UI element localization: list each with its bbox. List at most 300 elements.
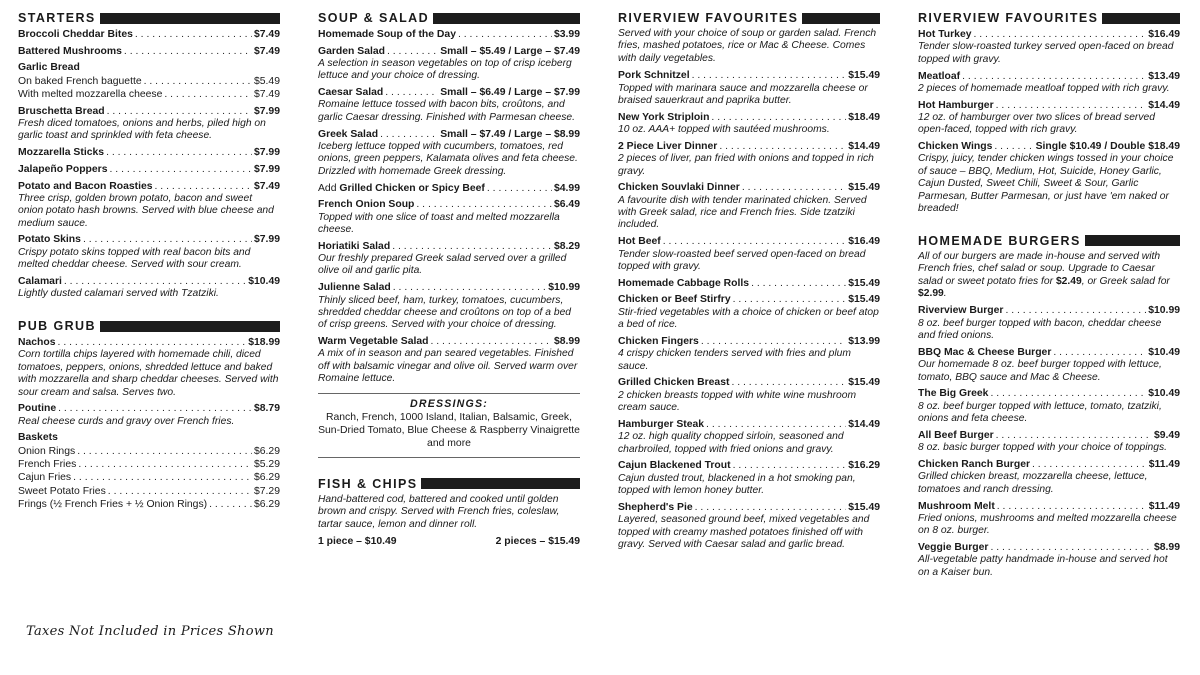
menu-item-row <box>18 402 280 415</box>
tax-note: Taxes Not Included in Prices Shown <box>26 624 274 639</box>
item-name-text: Meatloaf <box>918 70 961 82</box>
menu-item-row <box>318 182 580 195</box>
item-name-text: Grilled Chicken or Spicy Beef <box>339 182 485 194</box>
menu-item-row <box>918 458 1180 471</box>
menu-item-row <box>618 501 880 514</box>
item-name <box>618 235 661 248</box>
menu-item <box>618 376 880 414</box>
menu-item <box>18 28 280 41</box>
item-name-text: Grilled Chicken Breast <box>618 377 730 389</box>
menu-item-row <box>18 233 280 246</box>
item-name-text: Hamburger Steak <box>618 418 705 430</box>
divider-line <box>318 393 580 394</box>
item-name-text: Caesar Salad <box>318 87 384 99</box>
item-description: Stir-fried vegetables with a choice of chicken or beef atop a bed of rice. <box>618 306 879 331</box>
dot-leader <box>733 293 847 306</box>
sub-item-name: French Fries <box>18 459 77 471</box>
dot-leader <box>742 181 846 194</box>
item-description: Crispy potato skins topped with real bacon bits and melted cheddar cheese. Served with sour cream. <box>18 246 251 271</box>
addon-prefix: Add <box>318 182 340 194</box>
item-description: Crispy, juicy, tender chicken wings tossed in your choice of sauce – BBQ, Medium, Hot, Suicide, Honey Garlic, Cajun Dusted, Sweet Chili, Sweet & Sour, Garlic Parmesan, Butter Parmesan, or just have 'em naked or breaded! <box>918 153 1174 215</box>
menu-column-3 <box>618 10 880 555</box>
item-name-text: Chicken Souvlaki Dinner <box>618 182 740 194</box>
menu-section <box>18 304 280 511</box>
dot-leader <box>107 105 252 118</box>
item-price: $16.49 <box>848 236 880 248</box>
menu-item <box>618 140 880 178</box>
item-name <box>18 146 104 159</box>
dot-leader <box>385 86 438 99</box>
menu-item <box>318 335 580 386</box>
menu-section <box>918 219 1180 579</box>
item-description: Our homemade 8 oz. beef burger topped with lettuce, tomato, BBQ sauce and Mac & Cheese. <box>918 359 1162 383</box>
menu-item <box>918 458 1180 496</box>
section-title-bar <box>1102 13 1180 24</box>
menu-item-row <box>18 105 280 118</box>
sub-item-price: $6.29 <box>253 472 280 484</box>
item-description: Tender slow-roasted beef served open-faced on bread topped with gravy. <box>618 248 866 272</box>
sub-item-name: Onion Rings <box>18 445 76 457</box>
item-name <box>918 500 995 513</box>
item-description: Thinly sliced beef, ham, turkey, tomatoes, cucumbers, shredded cheddar cheese and croûtons on top of a bed of crisp greens. Served with your choice of dressing. <box>318 294 572 331</box>
divider-line <box>318 457 580 458</box>
menu-item <box>618 335 880 373</box>
item-price: $14.49 <box>1148 99 1180 111</box>
dot-leader <box>996 99 1147 112</box>
item-price: $4.99 <box>553 182 580 194</box>
menu-item <box>618 277 880 290</box>
sub-item-row <box>18 75 280 88</box>
item-name-text: Nachos <box>18 337 56 349</box>
item-name-text: Riverview Burger <box>918 305 1004 317</box>
item-name <box>918 429 994 442</box>
dot-leader <box>144 75 252 88</box>
menu-item <box>918 70 1180 96</box>
item-name-text: Homemade Soup of the Day <box>318 29 456 40</box>
item-price: $10.49 <box>1148 388 1180 400</box>
menu-item <box>18 180 280 231</box>
sub-item-row <box>18 471 280 484</box>
item-name <box>318 128 378 141</box>
menu-item <box>318 240 580 278</box>
menu-item <box>618 181 880 232</box>
dot-leader <box>387 45 438 58</box>
menu-item <box>918 429 1180 455</box>
menu-item <box>18 45 280 58</box>
item-name <box>318 28 456 41</box>
item-description: 10 oz. AAA+ topped with sautéed mushrooms. <box>618 124 830 136</box>
item-name-text: Potato and Bacon Roasties <box>18 180 153 192</box>
dot-leader <box>58 336 247 349</box>
section-title-bar <box>100 13 280 24</box>
dot-leader <box>209 498 252 511</box>
menu-section <box>18 10 280 301</box>
intro-text: , or Greek salad for <box>1081 275 1170 287</box>
item-name-text: Jalapeño Poppers <box>18 163 108 175</box>
item-description: 8 oz. beef burger topped with bacon, cheddar cheese and fried onions. <box>918 317 1162 342</box>
dressings-title: DRESSINGS: <box>410 397 488 410</box>
section-header <box>618 10 880 26</box>
item-name <box>618 418 704 431</box>
dot-leader <box>155 180 252 193</box>
menu-item-row <box>318 335 580 348</box>
item-name <box>618 277 749 290</box>
item-name-text: Chicken Ranch Burger <box>918 459 1031 471</box>
item-name <box>618 459 731 472</box>
item-price: Small – $6.49 / Large – $7.99 <box>440 87 580 99</box>
item-price: $15.49 <box>848 70 880 82</box>
dot-leader <box>990 387 1146 400</box>
item-name <box>18 45 122 58</box>
menu-item <box>618 69 880 107</box>
item-name <box>618 501 693 514</box>
item-price: $8.79 <box>253 403 280 415</box>
item-description: Iceberg lettuce topped with cucumbers, tomatoes, red onions, green peppers, Kalamata olives and feta cheese. Drizzled with homemade Greek dressing. <box>318 140 578 177</box>
item-name-text: Mozzarella Sticks <box>18 147 105 159</box>
dot-leader <box>64 275 246 288</box>
menu-item <box>618 235 880 273</box>
section-title-bar <box>433 13 580 24</box>
item-price: $10.49 <box>248 275 280 287</box>
item-description: Three crisp, golden brown potato, bacon and sweet onion potato hash browns. Served with blue cheese and medium sauce. <box>18 192 274 229</box>
item-description: Topped with one slice of toast and melted mozzarella cheese. <box>318 211 560 235</box>
menu-item <box>918 387 1180 425</box>
sub-item-price: $7.29 <box>253 485 280 497</box>
dot-leader <box>78 458 252 471</box>
menu-column-1 <box>18 10 280 515</box>
item-price: $7.99 <box>253 147 280 159</box>
sub-item-name: On baked French baguette <box>18 75 142 87</box>
menu-item-row <box>18 163 280 176</box>
item-price: $7.99 <box>253 163 280 175</box>
fish-chips-option: 1 piece – $10.49 <box>318 535 397 547</box>
item-price: $10.99 <box>548 282 580 294</box>
section-intro <box>918 251 1180 301</box>
item-price: $15.49 <box>848 182 880 194</box>
item-name-text: Homemade Cabbage Rolls <box>618 277 750 289</box>
item-name <box>18 163 108 176</box>
section-header <box>18 318 280 334</box>
item-description: All-vegetable patty handmade in-house and served hot on a Kaiser bun. <box>918 554 1168 578</box>
item-description: 12 oz. of hamburger over two slices of bread served open-faced, topped with rich gravy. <box>918 111 1155 136</box>
sub-item-row <box>18 88 280 101</box>
item-name <box>318 86 383 99</box>
item-name <box>18 233 81 246</box>
item-description: 2 pieces of homemade meatloaf topped with rich gravy. <box>918 82 1170 94</box>
item-description: 4 crispy chicken tenders served with fries and plum sauce. <box>618 348 851 372</box>
item-description: 2 chicken breasts topped with white wine mushroom cream sauce. <box>618 389 857 414</box>
menu-item <box>18 431 280 511</box>
menu-section <box>618 10 880 551</box>
item-price: $7.99 <box>253 234 280 246</box>
sub-item-row <box>18 445 280 458</box>
menu-item-row <box>318 28 580 41</box>
item-price: $10.49 <box>1148 346 1180 358</box>
menu-item-row <box>918 346 1180 359</box>
section-title: FISH & CHIPS <box>318 476 418 491</box>
item-description: A mix of in season and pan seared vegetables. Finished off with balsamic vinegar and olive oil. Served warm over Romaine lettuce. <box>318 348 578 385</box>
item-name-text: Greek Salad <box>318 128 379 140</box>
dot-leader <box>663 235 846 248</box>
item-name <box>918 541 988 554</box>
item-price: $10.99 <box>1148 305 1180 317</box>
menu-item <box>18 402 280 428</box>
item-name-text: Hot Hamburger <box>918 99 994 111</box>
item-name <box>618 140 717 153</box>
item-price: $18.49 <box>848 111 880 123</box>
item-price: $8.99 <box>1153 542 1180 554</box>
section-header <box>918 10 1180 26</box>
item-name <box>918 346 1051 359</box>
item-name-text: Pork Schnitzel <box>618 70 690 82</box>
item-price: $7.49 <box>253 45 280 57</box>
menu-item <box>618 501 880 552</box>
menu-item-row <box>918 140 1180 153</box>
item-name-text: Baskets <box>18 432 58 444</box>
menu-item-row <box>618 181 880 194</box>
section-title: RIVERVIEW FAVOURITES <box>918 11 1099 25</box>
sub-item-row <box>18 485 280 498</box>
menu-item-row <box>18 336 280 349</box>
dot-leader <box>996 429 1152 442</box>
menu-item-row <box>618 140 880 153</box>
item-price: $6.49 <box>553 199 580 211</box>
fish-chips-options <box>318 535 580 548</box>
dot-leader <box>990 541 1152 554</box>
item-price: $3.99 <box>553 29 580 40</box>
item-name <box>318 198 414 211</box>
section-title-bar <box>1085 235 1180 246</box>
dot-leader <box>1005 304 1146 317</box>
dot-leader <box>733 459 847 472</box>
menu-item <box>918 346 1180 384</box>
item-name-text: 2 Piece Liver Dinner <box>618 140 718 152</box>
item-description: Fried onions, mushrooms and melted mozzarella cheese on 8 oz. burger. <box>918 512 1177 537</box>
menu-item <box>318 281 580 332</box>
item-description: Grilled chicken breast, mozzarella cheese, lettuce, tomatoes and ranch dressing. <box>918 471 1148 495</box>
menu-item <box>918 500 1180 538</box>
item-name <box>18 336 56 349</box>
item-price: Small – $7.49 / Large – $8.99 <box>440 128 580 140</box>
item-price: $9.49 <box>1153 429 1180 441</box>
menu-item <box>318 128 580 179</box>
section-title-bar <box>802 13 880 24</box>
menu-item-row <box>918 541 1180 554</box>
sub-item-name: Sweet Potato Fries <box>18 485 106 497</box>
section-title-bar <box>100 321 280 332</box>
menu-item <box>918 28 1180 66</box>
menu-item <box>618 418 880 456</box>
dot-leader <box>974 28 1147 41</box>
dot-leader <box>692 69 847 82</box>
menu-item-row <box>918 500 1180 513</box>
item-price: $13.49 <box>1148 70 1180 82</box>
item-description: Fresh diced tomatoes, onions and herbs, piled high on garlic toast and sprinkled with feta cheese. <box>18 117 266 142</box>
dot-leader <box>1032 458 1147 471</box>
sub-item-name: Cajun Fries <box>18 472 72 484</box>
menu-section <box>318 10 580 458</box>
menu-item <box>918 140 1180 215</box>
dot-leader <box>110 163 252 176</box>
item-name-text: The Big Greek <box>918 388 989 400</box>
menu-item <box>618 459 880 497</box>
item-price: $15.49 <box>848 277 880 289</box>
menu-item-row <box>318 86 580 99</box>
sub-item-price: $6.29 <box>253 445 280 457</box>
menu-item-row <box>618 459 880 472</box>
menu-item-row <box>618 111 880 124</box>
item-description: Layered, seasoned ground beef, mixed vegetables and topped with creamy mashed potatoes finished off with gravy. Served with Caesar salad and garlic bread. <box>618 514 870 551</box>
item-name <box>918 387 988 400</box>
menu-item-row <box>18 28 280 41</box>
menu-item <box>18 336 280 399</box>
dot-leader <box>1053 346 1146 359</box>
item-name <box>618 376 729 389</box>
item-name <box>318 335 429 348</box>
item-name <box>18 431 58 444</box>
section-header <box>18 10 280 26</box>
item-description: Corn tortilla chips layered with homemade chili, diced tomatoes, peppers, onions, shredded lettuce and baked with mozzarella and sharp cheddar cheeses. Served with sour cream and salsa. Serves two. <box>18 349 279 398</box>
item-name <box>918 28 972 41</box>
section-header <box>318 476 580 492</box>
sub-item-row <box>18 458 280 471</box>
menu-item-row <box>618 235 880 248</box>
sub-item-name: With melted mozzarella cheese <box>18 88 163 100</box>
dot-leader <box>719 140 846 153</box>
item-name-text: Battered Mushrooms <box>18 45 122 57</box>
dot-leader <box>135 28 252 41</box>
menu-item-row <box>318 198 580 211</box>
dot-leader <box>392 240 552 253</box>
menu-item-row <box>918 304 1180 317</box>
dot-leader <box>706 418 846 431</box>
section-title: HOMEMADE BURGERS <box>918 233 1081 248</box>
section-title: PUB GRUB <box>18 319 96 334</box>
menu-item-row <box>318 240 580 253</box>
menu-item-row <box>918 429 1180 442</box>
menu-item <box>918 99 1180 137</box>
item-name-text: Veggie Burger <box>918 542 989 554</box>
section-title: SOUP & SALAD <box>318 11 430 25</box>
item-description: Romaine lettuce tossed with bacon bits, croûtons, and garlic Caesar dressing. Finished with Parmesan cheese. <box>318 99 575 123</box>
item-name <box>918 99 994 112</box>
item-description: Topped with marinara sauce and mozzarella cheese or braised sauerkraut and paprika butter. <box>618 82 868 106</box>
menu-item <box>18 233 280 271</box>
item-description: Real cheese curds and gravy over French fries. <box>18 415 235 427</box>
item-name <box>618 69 690 82</box>
section-header <box>318 10 580 26</box>
sub-item-name: Frings (½ French Fries + ½ Onion Rings) <box>18 498 208 510</box>
upgrade-price: $2.49 <box>1055 275 1082 287</box>
sub-item-price: $6.29 <box>253 498 280 510</box>
menu-section <box>918 10 1180 215</box>
item-price: $8.99 <box>553 336 580 348</box>
item-price: $15.49 <box>848 294 880 306</box>
item-description: 8 oz. basic burger topped with your choice of toppings. <box>918 442 1167 454</box>
item-name-text: Hot Beef <box>618 236 661 248</box>
item-price: $7.99 <box>253 105 280 117</box>
dot-leader <box>106 146 252 159</box>
upgrade-price: $2.99 <box>918 288 944 300</box>
item-price: $8.29 <box>553 240 580 252</box>
section-title-bar <box>421 478 580 489</box>
item-name-text: Chicken Wings <box>918 141 993 153</box>
dot-leader <box>73 471 252 484</box>
item-name <box>918 304 1003 317</box>
item-name <box>318 281 391 294</box>
item-price: $16.29 <box>848 460 880 472</box>
menu-item <box>18 105 280 143</box>
section-header <box>918 233 1180 249</box>
dot-leader <box>393 281 546 294</box>
menu-item <box>318 182 580 195</box>
item-description: Cajun dusted trout, blackened in a hot smoking pan, topped with lemon honey butter. <box>618 472 856 497</box>
menu-item-row <box>618 277 880 290</box>
item-description: Tender slow-roasted turkey served open-faced on bread topped with gravy. <box>918 41 1174 65</box>
menu-item-row <box>18 146 280 159</box>
item-price: $15.49 <box>848 377 880 389</box>
item-name-text: All Beef Burger <box>918 429 994 441</box>
item-name <box>618 335 699 348</box>
item-description: Our freshly prepared Greek salad served over a grilled olive oil and garlic pita. <box>318 253 567 277</box>
dressings-list: Ranch, French, 1000 Island, Italian, Balsamic, Greek, Sun-Dried Tomato, Blue Cheese & Raspberry Vinaigrette and more <box>318 411 580 449</box>
item-description: 12 oz. high quality chopped sirloin, seasoned and charbroiled, topped with fried onions and gravy. <box>618 431 844 455</box>
menu-item-row <box>918 28 1180 41</box>
dot-leader <box>124 45 252 58</box>
item-price: $13.99 <box>848 335 880 347</box>
dot-leader <box>416 198 552 211</box>
dot-leader <box>458 28 552 41</box>
dot-leader <box>77 445 252 458</box>
dot-leader <box>380 128 438 141</box>
item-price: $14.49 <box>848 418 880 430</box>
item-name-text: Cajun Blackened Trout <box>618 460 731 472</box>
item-name-text: Garden Salad <box>318 45 385 57</box>
section-spacer <box>18 304 280 318</box>
item-description: Lightly dusted calamari served with Tzatziki. <box>18 288 219 300</box>
menu-item <box>18 275 280 301</box>
dot-leader <box>962 70 1146 83</box>
fish-chips-option: 2 pieces – $15.49 <box>495 535 580 547</box>
menu-item <box>618 293 880 331</box>
sub-item-price: $7.49 <box>253 88 280 100</box>
item-name-text: Calamari <box>18 275 62 287</box>
menu-item <box>318 45 580 83</box>
menu-item <box>18 163 280 176</box>
item-name <box>618 111 709 124</box>
menu-item-row <box>18 61 280 74</box>
section-title: STARTERS <box>18 11 96 25</box>
dot-leader <box>701 335 846 348</box>
item-name-text: Bruschetta Bread <box>18 105 105 117</box>
item-name-text: Broccoli Cheddar Bites <box>18 29 133 40</box>
menu-item <box>318 198 580 236</box>
item-name <box>18 105 105 118</box>
item-name-text: Julienne Salad <box>318 282 391 294</box>
item-name-text: French Onion Soup <box>318 199 415 211</box>
menu-item <box>918 541 1180 579</box>
menu-item-row <box>18 431 280 444</box>
menu-item-row <box>18 45 280 58</box>
section-intro: Hand-battered cod, battered and cooked until golden brown and crispy. Served with French fries, coleslaw, tartar sauce, lemon and dinner roll. <box>318 493 560 530</box>
item-name <box>18 180 153 193</box>
dot-leader <box>994 140 1033 153</box>
dot-leader <box>58 402 252 415</box>
intro-text: All of our burgers are made in-house and served with French fries, chef salad or soup. Upgrade to Caesar salad or sweet potato fries for <box>918 250 1161 287</box>
dot-leader <box>83 233 252 246</box>
sub-item-price: $5.29 <box>253 459 280 471</box>
dot-leader <box>164 88 252 101</box>
